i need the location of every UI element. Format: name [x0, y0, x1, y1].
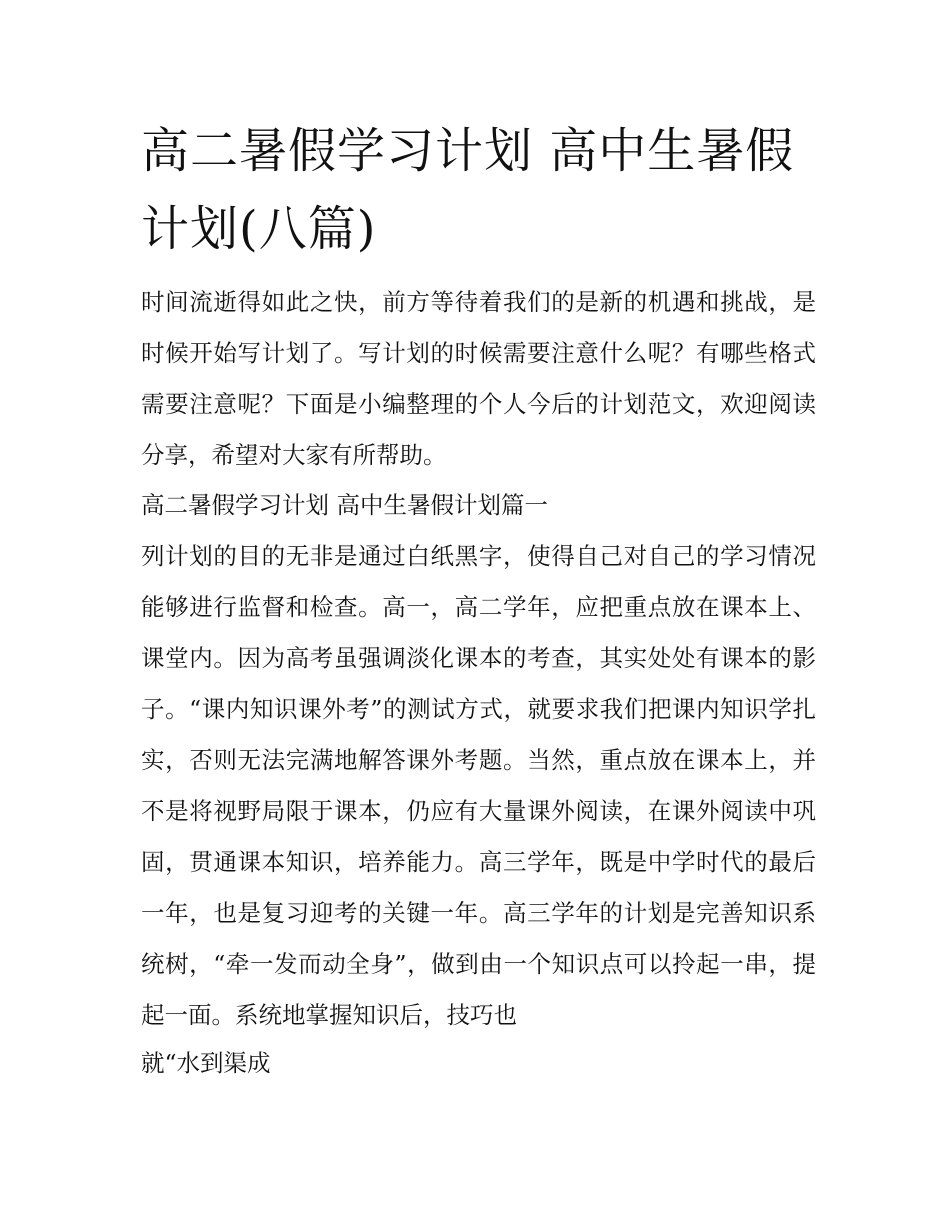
intro-paragraph: 时间流逝得如此之快，前方等待着我们的是新的机遇和挑战，是时候开始写计划了。写计划的时候需要注意什么呢？有哪些格式需要注意呢？下面是小编整理的个人今后的计划范文，欢迎阅读分享，希望对大家有所帮助。 — [141, 288, 816, 469]
document-title: 高二暑假学习计划 高中生暑假计划(八篇) — [141, 123, 795, 257]
section-heading: 高二暑假学习计划 高中生暑假计划篇一 — [141, 491, 548, 519]
continuation-line: 就“水到渠成 — [141, 1049, 271, 1077]
body-paragraph: 列计划的目的无非是通过白纸黑字，使得自己对自己的学习情况能够进行监督和检查。高一，高二学年，应把重点放在课本上、课堂内。因为高考虽强调淡化课本的考查，其实处处有课本的影子。“课内知识课外考”的测试方式，就要求我们把课内知识学扎实，否则无法完满地解答课外考题。当然，重点放在课本上，并不是将视野局限于课本，仍应有大量课外阅读，在课外阅读中巩固，贯通课本知识，培养能力。高三学年，既是中学时代的最后一年，也是复习迎考的关键一年。高三学年的计划是完善知识系统树，“牵一发而动全身”，做到由一个知识点可以拎起一串，提起一面。系统地掌握知识后，技巧也 — [141, 542, 816, 1029]
